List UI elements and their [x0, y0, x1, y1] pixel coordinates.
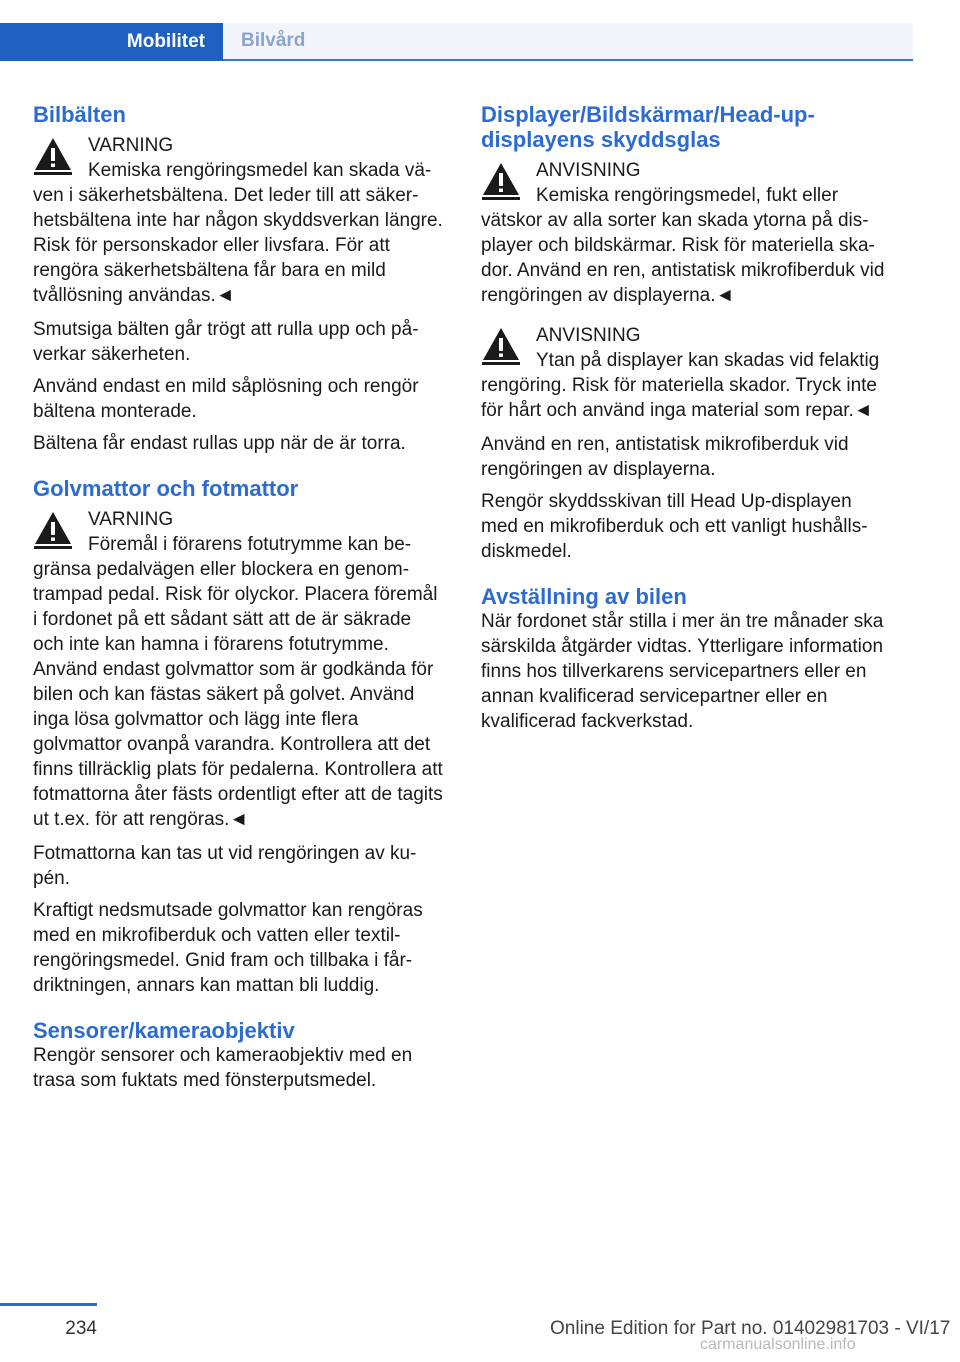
- paragraph: Bältena får endast rullas upp när de är torra.: [33, 433, 406, 454]
- notice-text: Kemiska rengöringsmedel, fukt eller vätskor av alla sorter kan skada ytorna på displayer och bildskärmar. Risk för materiella skador. Använd en ren, antistatisk mikrofiberduk vid rengöringen av displayerna.◄: [481, 185, 885, 306]
- warning-triangle-icon: [481, 160, 521, 200]
- watermark: carmanualsonline.info: [700, 1336, 856, 1353]
- heading-avstallning: Avställning av bilen: [481, 584, 687, 609]
- heading-displayer: Displayer/Bildskärmar/Head-up-displayens skyddsglas: [481, 102, 815, 152]
- notice-keyword: VARNING: [88, 509, 174, 530]
- notice-keyword: VARNING: [88, 135, 174, 156]
- paragraph: Smutsiga bälten går trögt att rulla upp och påverkar säkerheten.: [33, 319, 419, 365]
- notice-keyword: ANVISNING: [536, 325, 641, 346]
- footer-accent-line: [0, 1303, 97, 1306]
- chapter-tab-bar: [0, 23, 895, 61]
- notice-text: Kemiska rengöringsmedel kan skada väven i säkerhetsbältena. Det leder till att säkerhetsbältena inte har någon skyddsverkan längre. Risk för personskador eller livsfara. För att rengöra säkerhetsbältena får bara en mild tvållösning användas.◄: [33, 160, 443, 306]
- right-column: [481, 102, 893, 734]
- notice-text: Ytan på displayer kan skadas vid felaktig rengöring. Risk för materiella skador. Tryck inte för hårt och använd inga material som repar.◄: [481, 350, 880, 421]
- left-column: [33, 102, 445, 1093]
- heading-bilbalten: Bilbälten: [33, 102, 126, 127]
- notice-text: Föremål i förarens fotutrymme kan begränsa pedalvägen eller blockera en genomtrampad pedal. Risk för olyckor. Placera föremål i fordonet på ett sådant sätt att de är säkrade och inte kan hamna i förarens fotutrymme. Använd endast golvmattor som är godkända för bilen och kan fästas säkert på golvet. Använd inga lösa golvmattor och lägg inte flera golvmattor ovanpå varandra. Kontrollera att det finns tillräcklig plats för pedalerna. Kontrollera att fotmattorna åter fästs ordentligt efter att de tagits ut t.ex. för att rengöras.◄: [33, 534, 443, 830]
- caution-notice-displayer-2: [481, 323, 893, 423]
- paragraph: Rengör skyddsskivan till Head Up-displayen med en mikrofiberduk och ett vanligt hushållsdiskmedel.: [481, 491, 868, 562]
- paragraph: Kraftigt nedsmutsade golvmattor kan rengöras med en mikrofiberduk och vatten eller textilrengöringsmedel. Gnid fram och tillbaka i fårdriktningen, annars kan mattan bli luddig.: [33, 900, 423, 996]
- tab-bilvard[interactable]: Bilvård: [223, 23, 913, 61]
- page-number: 234: [65, 1318, 97, 1339]
- warning-triangle-icon: [481, 325, 521, 365]
- warning-notice-golvmattor: [33, 507, 445, 832]
- paragraph: Rengör sensorer och kameraobjektiv med en trasa som fuktats med fönsterputsmedel.: [33, 1045, 413, 1091]
- paragraph: Använd endast en mild såplösning och rengör bältena monterade.: [33, 376, 419, 422]
- warning-notice-bilbalten: [33, 133, 445, 308]
- warning-triangle-icon: [33, 135, 73, 175]
- notice-keyword: ANVISNING: [536, 160, 641, 181]
- tab-mobilitet[interactable]: Mobilitet: [0, 23, 223, 61]
- caution-notice-displayer-1: [481, 158, 893, 308]
- edition-footer: Online Edition for Part no. 01402981703 - VI/17: [550, 1318, 951, 1339]
- paragraph: Använd en ren, antistatisk mikrofiberduk vid rengöringen av displayerna.: [481, 434, 849, 480]
- paragraph: Fotmattorna kan tas ut vid rengöringen av kupén.: [33, 843, 417, 889]
- paragraph: När fordonet står stilla i mer än tre månader ska särskilda åtgärder vidtas. Ytterligare information finns hos tillverkarens servicepartners eller en annan kvalificerad servicepartner eller en kvalificerad fackverkstad.: [481, 611, 884, 732]
- heading-golvmattor: Golvmattor och fotmattor: [33, 476, 299, 501]
- warning-triangle-icon: [33, 509, 73, 549]
- heading-sensorer: Sensorer/kameraobjektiv: [33, 1018, 295, 1043]
